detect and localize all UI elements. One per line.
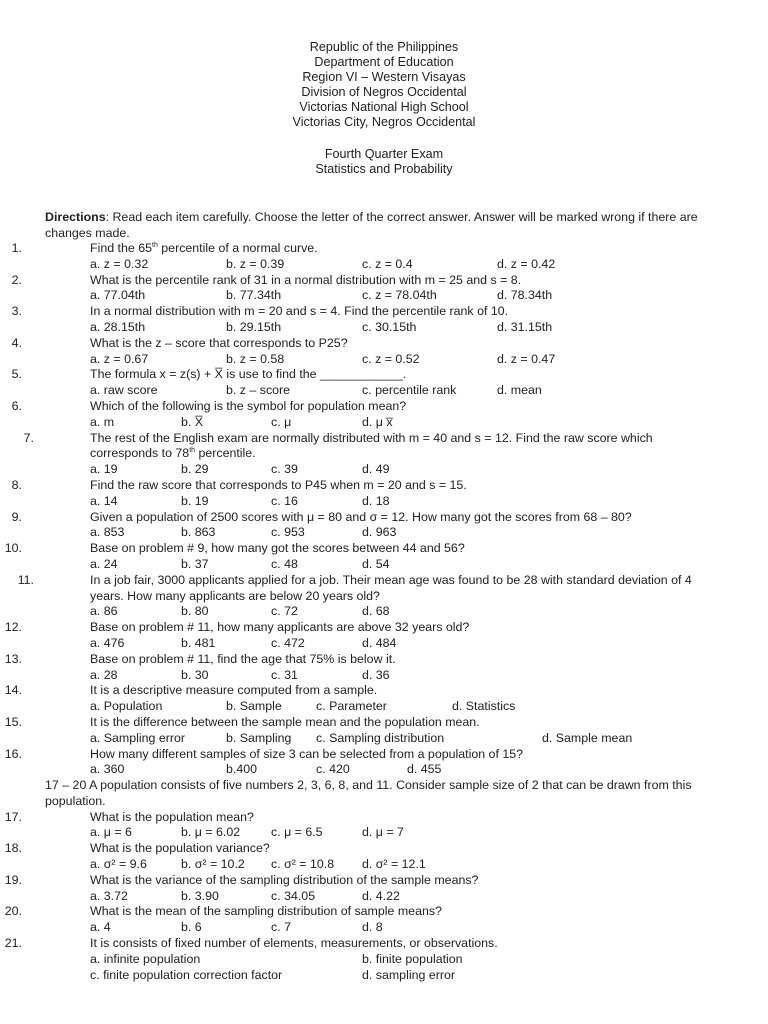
answer-option: a. 360 <box>90 762 125 777</box>
question-text: The rest of the English exam are normally distributed with m = 40 and s = 12. Find the raw score which corresponds to 78 <box>90 430 653 461</box>
answer-option: d. μ = 7 <box>362 825 404 840</box>
answer-option: b. 37 <box>181 556 209 571</box>
question-item <box>0 683 712 699</box>
answer-option: b. 29 <box>181 462 209 477</box>
question-number: 14. <box>4 683 22 698</box>
directions-label: Directions <box>45 210 106 224</box>
answer-option: d. z = 0.47 <box>497 351 556 366</box>
answer-options <box>0 668 768 684</box>
answer-option: d. 31.15th <box>497 319 553 334</box>
question-item <box>0 936 712 952</box>
answer-option: d. μ x̅ <box>362 414 393 429</box>
answer-options <box>0 636 768 652</box>
answer-option: b. 80 <box>181 604 209 619</box>
question-item <box>0 431 724 463</box>
question-text: What is the population mean? <box>90 809 254 824</box>
answer-option: d. sampling error <box>362 967 455 982</box>
question-list <box>0 241 768 983</box>
answer-option: d. Sample mean <box>542 730 633 745</box>
header-line: Division of Negros Occidental <box>301 85 467 100</box>
question-text: Base on problem # 11, how many applicants are above 32 years old? <box>90 620 470 635</box>
answer-option: b. Sampling <box>226 730 292 745</box>
answer-option: b. 77.34th <box>226 288 282 303</box>
question-item <box>0 478 712 494</box>
question-text: Which of the following is the symbol for population mean? <box>90 398 407 413</box>
question-number: 9. <box>11 509 22 524</box>
answer-option: d. 36 <box>362 667 390 682</box>
answer-options <box>0 699 768 715</box>
question-text: In a job fair, 3000 applicants applied for a job. Their mean age was found to be 28 with standard deviation of 4 years. How many applicants are below 20 years old? <box>90 572 692 603</box>
ordinal-suffix: th <box>189 447 196 455</box>
answer-option: a. 853 <box>90 525 125 540</box>
answer-option: c. 953 <box>271 525 305 540</box>
question-number: 10. <box>4 541 22 556</box>
question-number: 18. <box>4 841 22 856</box>
question-item <box>0 715 712 731</box>
question-text: percentile. <box>195 446 256 461</box>
question-text: What is the z – score that corresponds to P25? <box>90 335 348 350</box>
question-number: 16. <box>4 746 22 761</box>
answer-option: d. 8 <box>362 920 383 935</box>
answer-option: c. μ = 6.5 <box>271 825 323 840</box>
answer-options <box>0 462 768 478</box>
question-text: Find the 65 <box>90 241 152 255</box>
answer-options <box>0 731 768 747</box>
answer-option: a. σ² = 9.6 <box>90 857 147 872</box>
question-number: 4. <box>11 335 22 350</box>
answer-option: d. 963 <box>362 525 397 540</box>
question-number: 13. <box>4 651 22 666</box>
answer-option: a. Sampling error <box>90 730 186 745</box>
question-number: 21. <box>4 936 22 951</box>
group-17-20-text: 17 – 20 A population consists of five numbers 2, 3, 6, 8, and 11. Consider sample size of 2 that can be drawn from this population. <box>45 778 692 808</box>
answer-option: a. 24 <box>90 556 118 571</box>
answer-options <box>0 762 768 778</box>
question-item <box>0 399 712 415</box>
answer-option: d. σ² = 12.1 <box>362 857 426 872</box>
question-item <box>0 367 712 383</box>
question-item <box>0 652 712 668</box>
answer-option: b. z – score <box>226 383 291 398</box>
exam-subject: Statistics and Probability <box>315 161 453 176</box>
answer-option: c. 39 <box>271 462 298 477</box>
answer-options <box>0 557 768 573</box>
question-number: 11. <box>17 572 34 587</box>
question-text: It is the difference between the sample mean and the population mean. <box>90 714 480 729</box>
answer-option: a. 86 <box>90 604 118 619</box>
answer-option: b. 3.90 <box>181 888 219 903</box>
question-item <box>0 573 724 605</box>
answer-option: a. infinite population <box>90 951 201 966</box>
question-text: It is consists of fixed number of elements, measurements, or observations. <box>90 936 498 951</box>
directions-text: : Read each item carefully. Choose the letter of the correct answer. Answer will be marked wrong if there are changes made. <box>45 210 698 240</box>
answer-option: c. 34.05 <box>271 888 316 903</box>
question-text: Base on problem # 9, how many got the scores between 44 and 56? <box>90 541 465 556</box>
answer-option: a. m <box>90 414 115 429</box>
answer-options <box>0 825 768 841</box>
answer-option: d. 4.22 <box>362 888 400 903</box>
question-item <box>0 747 712 763</box>
answer-option: d. mean <box>497 383 542 398</box>
directions <box>45 210 725 242</box>
answer-option: d. z = 0.42 <box>497 256 556 271</box>
ordinal-suffix: th <box>152 241 158 249</box>
answer-option: a. z = 0.32 <box>90 256 149 271</box>
question-number: 1. <box>11 241 22 255</box>
answer-options <box>0 320 768 336</box>
document-header <box>0 40 768 177</box>
question-number: 2. <box>11 272 22 287</box>
header-line: Region VI – Western Visayas <box>302 70 466 85</box>
answer-option: d. 484 <box>362 635 397 650</box>
question-number: 8. <box>11 477 22 492</box>
question-text: What is the population variance? <box>90 841 270 856</box>
question-number: 12. <box>4 620 22 635</box>
answer-option: c. percentile rank <box>362 383 457 398</box>
answer-option: c. z = 0.52 <box>362 351 420 366</box>
answer-option: c. 72 <box>271 604 298 619</box>
answer-option: c. 420 <box>316 762 350 777</box>
question-item <box>0 904 712 920</box>
answer-option: a. 14 <box>90 493 118 508</box>
question-number: 17. <box>4 809 22 824</box>
answer-option: c. 31 <box>271 667 298 682</box>
answer-option: a. μ = 6 <box>90 825 132 840</box>
answer-option: c. finite population correction factor <box>90 967 283 982</box>
answer-options <box>0 525 768 541</box>
answer-options <box>0 415 768 431</box>
question-number: 7. <box>23 430 34 445</box>
question-text: The formula x = z(s) + X̅ is use to find the ____________. <box>90 367 407 382</box>
answer-option: a. 476 <box>90 635 125 650</box>
question-item <box>0 336 712 352</box>
answer-option: d. 68 <box>362 604 390 619</box>
answer-option: b. σ² = 10.2 <box>181 857 245 872</box>
question-item <box>0 873 712 889</box>
answer-option: a. 3.72 <box>90 888 128 903</box>
question-text: What is the mean of the sampling distribution of sample means? <box>90 904 442 919</box>
answer-option: a. z = 0.67 <box>90 351 149 366</box>
answer-option: d. 54 <box>362 556 390 571</box>
question-text: percentile of a normal curve. <box>157 241 318 255</box>
answer-options <box>0 920 768 936</box>
answer-option: b. 6 <box>181 920 202 935</box>
header-line: Victorias City, Negros Occidental <box>292 115 476 130</box>
answer-option: b. z = 0.58 <box>226 351 285 366</box>
question-text: What is the percentile rank of 31 in a normal distribution with m = 25 and s = 8. <box>90 272 522 287</box>
answer-option: a. 28.15th <box>90 319 146 334</box>
answer-option: c. 7 <box>271 920 291 935</box>
question-number: 15. <box>4 714 22 729</box>
question-item <box>0 620 712 636</box>
answer-option: d. 455 <box>407 762 442 777</box>
question-number: 3. <box>11 304 22 319</box>
answer-option: b. 30 <box>181 667 209 682</box>
question-text: In a normal distribution with m = 20 and s = 4. Find the percentile rank of 10. <box>90 304 509 319</box>
header-line: Republic of the Philippines <box>309 40 459 54</box>
answer-option: c. 16 <box>271 493 298 508</box>
question-text: Find the raw score that corresponds to P45 when m = 20 and s = 15. <box>90 477 467 492</box>
question-item <box>0 841 712 857</box>
answer-option: c. σ² = 10.8 <box>271 857 335 872</box>
answer-option: b. X̅ <box>181 414 204 429</box>
answer-option: d. 18 <box>362 493 390 508</box>
answer-option: a. 77.04th <box>90 288 146 303</box>
answer-option: c. μ <box>271 414 292 429</box>
answer-option: c. 30.15th <box>362 319 417 334</box>
question-item <box>0 510 712 526</box>
answer-option: b. z = 0.39 <box>226 256 285 271</box>
answer-option: a. raw score <box>90 383 158 398</box>
answer-option: d. Statistics <box>452 699 516 714</box>
answer-option: c. Parameter <box>316 699 387 714</box>
answer-options <box>0 604 768 620</box>
answer-option: c. z = 78.04th <box>362 288 437 303</box>
question-item <box>0 541 712 557</box>
answer-option: c. 472 <box>271 635 305 650</box>
answer-options <box>0 352 768 368</box>
question-text: How many different samples of size 3 can be selected from a population of 15? <box>90 746 524 761</box>
question-text: Given a population of 2500 scores with μ = 80 and σ = 12. How many got the scores from 68 – 80? <box>90 509 632 524</box>
answer-option: b. finite population <box>362 951 463 966</box>
header-line: Department of Education <box>314 55 454 70</box>
question-text: Base on problem # 11, find the age that 75% is below it. <box>90 651 396 666</box>
answer-options <box>0 494 768 510</box>
header-line: Victorias National High School <box>299 100 469 115</box>
question-item <box>0 810 712 826</box>
answer-option: a. Population <box>90 699 163 714</box>
answer-option: b. Sample <box>226 699 282 714</box>
answer-options <box>0 257 768 273</box>
answer-option: c. z = 0.4 <box>362 256 413 271</box>
question-item <box>0 273 712 289</box>
question-number: 5. <box>11 367 22 382</box>
answer-option: c. 48 <box>271 556 298 571</box>
question-number: 6. <box>11 398 22 413</box>
question-number: 20. <box>4 904 22 919</box>
question-number: 19. <box>4 872 22 887</box>
question-text: What is the variance of the sampling distribution of the sample means? <box>90 872 479 887</box>
answer-option: a. 19 <box>90 462 118 477</box>
answer-options <box>0 952 768 968</box>
answer-options <box>0 889 768 905</box>
answer-option: d. 78.34th <box>497 288 553 303</box>
answer-option: b. 29.15th <box>226 319 282 334</box>
answer-option: b. 863 <box>181 525 216 540</box>
question-item <box>0 304 712 320</box>
answer-options <box>0 968 768 984</box>
answer-option: b. 481 <box>181 635 216 650</box>
answer-option: b.400 <box>226 762 258 777</box>
answer-options <box>0 288 768 304</box>
answer-option: b. 19 <box>181 493 209 508</box>
answer-option: a. 4 <box>90 920 111 935</box>
answer-options <box>0 857 768 873</box>
answer-options <box>0 383 768 399</box>
answer-option: a. 28 <box>90 667 118 682</box>
answer-option: b. μ = 6.02 <box>181 825 241 840</box>
question-item <box>0 241 712 257</box>
exam-title: Fourth Quarter Exam <box>324 146 444 161</box>
answer-option: d. 49 <box>362 462 390 477</box>
question-text: It is a descriptive measure computed from a sample. <box>90 683 378 698</box>
answer-option: c. Sampling distribution <box>316 730 445 745</box>
